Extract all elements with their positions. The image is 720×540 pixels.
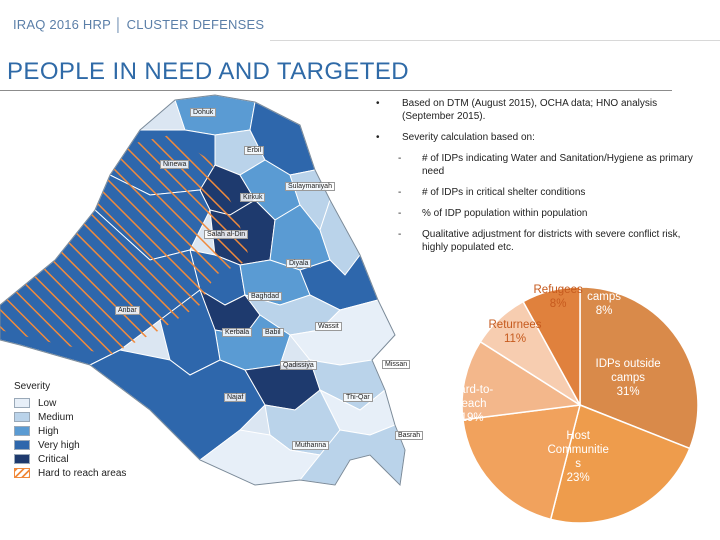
top-divider — [270, 40, 720, 41]
map-label-thiqar: Thi-Qar — [343, 393, 373, 402]
pie-label: Hard-to- reach 19% — [451, 384, 494, 424]
section-title: IRAQ 2016 HRP │ CLUSTER DEFENSES — [13, 17, 265, 32]
legend-item — [14, 438, 164, 452]
legend-swatch — [14, 440, 30, 450]
map-label-missan: Missan — [382, 360, 410, 369]
legend-label: High — [38, 425, 59, 437]
map-label-diyala: Diyala — [286, 259, 311, 268]
pie-label: IDPs in camps 8% — [585, 277, 623, 317]
pie-label: Refugees 8% — [533, 284, 583, 310]
legend-item — [14, 410, 164, 424]
legend-swatch — [14, 412, 30, 422]
pie-label: IDPs outside camps 31% — [595, 358, 661, 398]
map-label-babil: Babil — [262, 328, 284, 337]
map-label-anbar: Anbar — [115, 306, 140, 315]
map-label-qadissiya: Qadissiya — [280, 361, 317, 370]
map-label-ninewa: Ninewa — [160, 160, 189, 169]
legend-swatch — [14, 426, 30, 436]
legend-item — [14, 466, 164, 480]
legend-item — [14, 452, 164, 466]
note-subbullet: - Qualitative adjustment for districts with severe conflict risk, highly populated etc. — [376, 228, 696, 254]
legend-label: Medium — [38, 411, 74, 423]
legend-swatch — [14, 468, 30, 478]
map-label-sulaymaniyah: Sulaymaniyah — [285, 182, 335, 191]
pie-label: Host Communitie s 23% — [547, 430, 609, 484]
map-label-dohuk: Dohuk — [190, 108, 216, 117]
legend-item — [14, 424, 164, 438]
page-title: PEOPLE IN NEED AND TARGETED — [7, 58, 410, 85]
map-label-kerbala: Kerbala — [222, 328, 252, 337]
note-subbullet: - % of IDP population within population — [376, 207, 696, 220]
pie-label: Returnees 11% — [488, 319, 542, 345]
legend-item — [14, 396, 164, 410]
note-bullet: • Based on DTM (August 2015), OCHA data; HNO analysis (September 2015). — [376, 97, 696, 123]
methodology-notes — [376, 97, 696, 262]
note-subbullet: - # of IDPs indicating Water and Sanitation/Hygiene as primary need — [376, 152, 696, 178]
legend-swatch — [14, 454, 30, 464]
map-label-najaf: Najaf — [224, 393, 246, 402]
map-label-basrah: Basrah — [395, 431, 423, 440]
legend-label: Hard to reach areas — [38, 467, 127, 479]
map-label-muthanna: Muthanna — [292, 441, 329, 450]
legend-label: Low — [38, 397, 57, 409]
map-label-baghdad: Baghdad — [248, 292, 282, 301]
map-label-wasit: Wassit — [315, 322, 342, 331]
map-label-kirkuk: Kirkuk — [240, 193, 265, 202]
legend-label: Very high — [38, 439, 80, 451]
note-bullet: • Severity calculation based on: — [376, 131, 696, 144]
legend-swatch — [14, 398, 30, 408]
map-legend — [14, 381, 164, 480]
map-label-salahal-din: Salah al-Din — [204, 230, 248, 239]
legend-label: Critical — [38, 453, 69, 465]
map-label-erbil: Erbil — [244, 146, 264, 155]
legend-title: Severity — [14, 381, 51, 392]
note-subbullet: - # of IDPs in critical shelter conditions — [376, 186, 696, 199]
